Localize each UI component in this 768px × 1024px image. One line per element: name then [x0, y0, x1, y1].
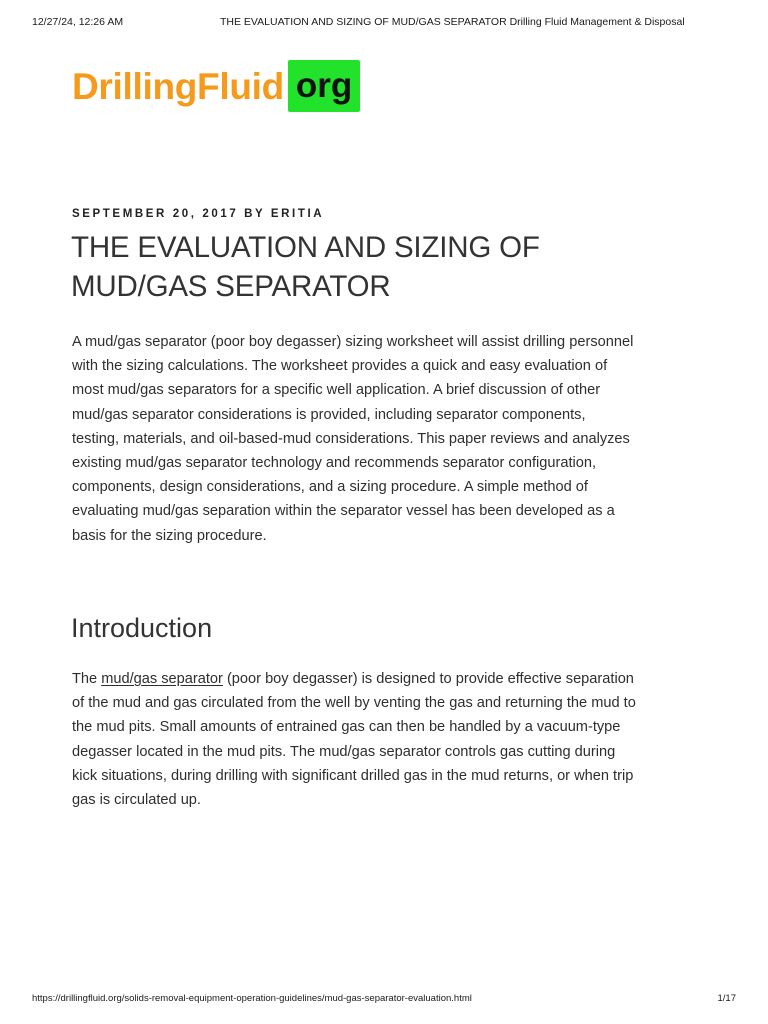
intro-line — [72, 667, 712, 691]
mud-gas-separator-link[interactable]: mud/gas separator — [101, 671, 223, 687]
print-header — [0, 16, 768, 32]
abstract-line: components, design considerations, and a sizing procedure. A simple method of — [72, 479, 588, 496]
intro-prefix-text: The — [72, 671, 102, 687]
post-title-line: THE EVALUATION AND SIZING OF — [71, 231, 540, 264]
intro-line: kick situations, during drilling with significant drilled gas in the mud returns, or when trip — [72, 767, 634, 784]
print-url: https://drillingfluid.org/solids-removal-equipment-operation-guidelines/mud-gas-separator-evaluation.html — [32, 993, 472, 1004]
abstract-line: mud/gas separator considerations is provided, including separator components, — [72, 406, 586, 423]
print-footer — [0, 993, 768, 1007]
logo-main-text: DrillingFluid — [72, 65, 284, 107]
intro-line: gas is circulated up. — [72, 792, 201, 809]
introduction-heading: Introduction — [71, 613, 213, 643]
print-page-number: 1/17 — [717, 993, 736, 1004]
abstract-line: A mud/gas separator (poor boy degasser) sizing worksheet will assist drilling personnel — [72, 334, 634, 350]
intro-line: of the mud and gas circulated from the well by venting the gas and returning the mud to — [72, 695, 636, 712]
intro-suffix-text: (poor boy degasser) is designed to provide effective separation — [222, 671, 634, 687]
post-meta: SEPTEMBER 20, 2017 BY ERITIA — [72, 208, 325, 220]
logo-org-badge: org — [288, 60, 360, 112]
abstract-line: testing, materials, and oil-based-mud considerations. This paper reviews and analyzes — [72, 430, 630, 447]
abstract-paragraph — [72, 330, 712, 548]
print-datetime: 12/27/24, 12:26 AM — [32, 16, 124, 28]
post-title-line: MUD/GAS SEPARATOR — [71, 270, 391, 303]
post-title — [71, 228, 691, 306]
abstract-line: with the sizing calculations. The worksheet provides a quick and easy evaluation of — [72, 358, 608, 375]
introduction-paragraph — [72, 667, 712, 812]
intro-line: degasser located in the mud pits. The mud/gas separator controls gas cutting during — [72, 743, 616, 760]
abstract-line: evaluating mud/gas separation within the separator vessel has been developed as a — [72, 503, 615, 520]
print-page-title: THE EVALUATION AND SIZING OF MUD/GAS SEPARATOR Drilling Fluid Management & Disposal — [220, 16, 685, 28]
abstract-line: basis for the sizing procedure. — [72, 527, 267, 544]
intro-line: the mud pits. Small amounts of entrained gas can then be handled by a vacuum-type — [72, 719, 621, 736]
abstract-line: most mud/gas separators for a specific well application. A brief discussion of other — [72, 382, 601, 399]
site-logo[interactable] — [72, 60, 360, 112]
abstract-line: existing mud/gas separator technology and recommends separator configuration, — [72, 455, 597, 472]
